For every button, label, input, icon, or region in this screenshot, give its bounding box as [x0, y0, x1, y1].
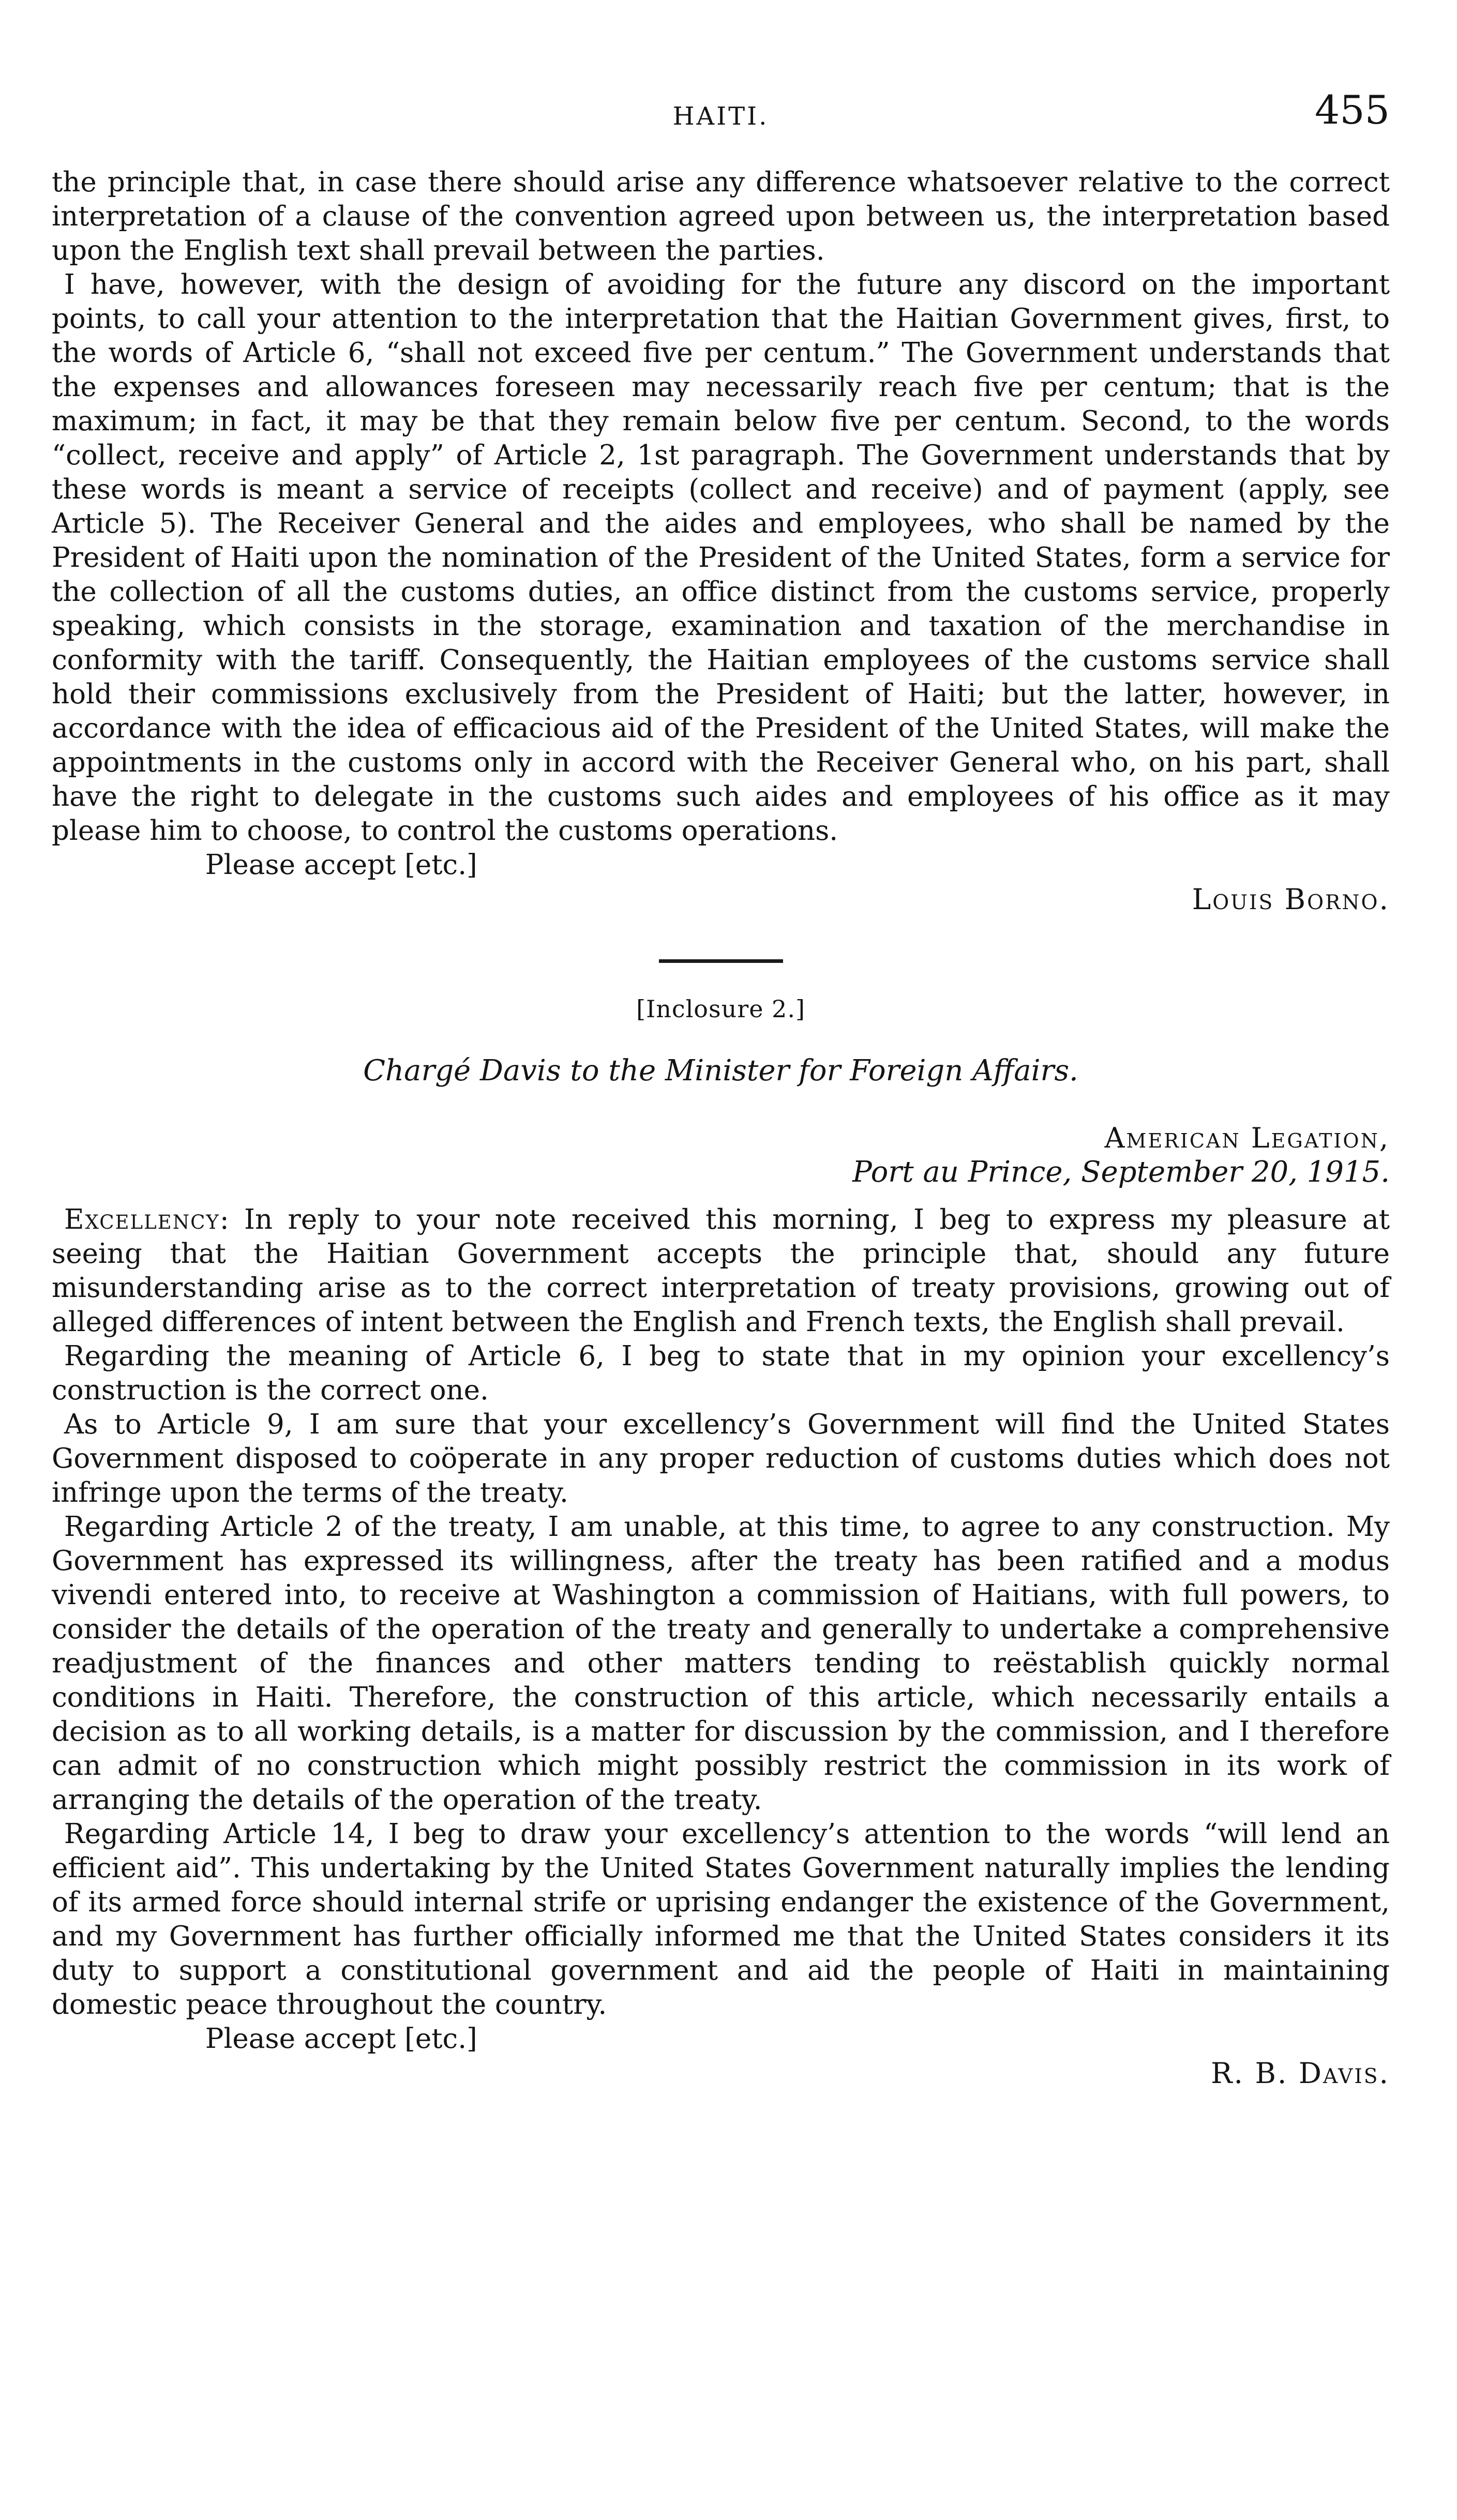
salutation: Excellency: [64, 1204, 220, 1235]
page-number: 455: [1314, 87, 1390, 133]
running-head: HAITI.: [672, 102, 769, 131]
page-header: [52, 87, 1390, 165]
letter2-signature: R. B. Davis.: [1211, 2057, 1390, 2090]
divider-rule: [659, 959, 783, 963]
place-date-block: [52, 1121, 1390, 1189]
letter-borno: [52, 165, 1390, 916]
letter2-paragraph-5: Regarding Article 14, I beg to draw your excellency’s attention to the words “will lend an efficient aid”. This undertaking by the United States Government naturally implies the lending of its armed force should internal strife or uprising endanger the existence of the Government, and my Government has further officially informed me that the United States considers it its duty to support a constitutional government and aid the people of Haiti in maintaining domestic peace throughout the country.: [52, 1818, 1390, 2020]
letter2-closing: Please accept [etc.]: [205, 2023, 477, 2055]
letter1-paragraph-2: I have, however, with the design of avoiding for the future any discord on the important points, to call your attention to the interpretation that the Haitian Government gives, first, to the words of Article 6, “shall not exceed five per centum.” The Government understands that the expenses and allowances foreseen may necessarily reach five per centum; that is the maximum; in fact, it may be that they remain below five per centum. Second, to the words “collect, receive and apply” of Article 2, 1st paragraph. The Government understands that by these words is meant a service of receipts (collect and receive) and of payment (apply, see Article 5). The Receiver General and the aides and employees, who shall be named by the President of Haiti upon the nomination of the President of the United States, form a service for the collection of all the customs duties, an office distinct from the customs service, properly speaking, which consists in the storage, examination and taxation of the merchandise in conformity with the tariff. Consequently, the Haitian employees of the customs service shall hold their commissions exclusively from the President of Haiti; but the latter, however, in accordance with the idea of efficacious aid of the President of the United States, will make the appointments in the customs only in accord with the Receiver General who, on his part, shall have the right to delegate in the customs such aides and employees of his office as it may please him to choose, to control the customs operations.: [52, 269, 1390, 847]
letter2-paragraph-4: Regarding Article 2 of the treaty, I am unable, at this time, to agree to any construction. My Government has expressed its willingness, after the treaty has been ratified and a modus vivendi entered into, to receive at Washington a commission of Haitians, with full powers, to consider the details of the operation of the treaty and generally to undertake a comprehensive readjustment of the finances and other matters tending to reëstablish quickly normal conditions in Haiti. Therefore, the construction of this article, which necessarily entails a decision as to all working details, is a matter for discussion by the commission, and I therefore can admit of no construction which might possibly restrict the commission in its work of arranging the details of the operation of the treaty.: [52, 1511, 1390, 1816]
letter1-paragraph-1: the principle that, in case there should arise any difference whatsoever relative to the correct interpretation of a clause of the convention agreed upon between us, the interpretation based upon the English text shall prevail between the parties.: [52, 167, 1390, 266]
dateline: Port au Prince, September 20, 1915.: [852, 1155, 1390, 1189]
letter2-paragraph-2: Regarding the meaning of Article 6, I beg to state that in my opinion your excellency’s construction is the correct one.: [52, 1340, 1390, 1406]
letter1-signature: Louis Borno.: [1192, 883, 1390, 916]
letter-davis: [52, 1121, 1390, 2090]
section-divider: [52, 937, 1390, 971]
letter2-paragraph-1: [52, 1203, 1390, 1339]
letter1-closing: Please accept [etc.]: [205, 849, 477, 881]
letter2-paragraph-1-text: : In reply to your note received this morning, I beg to express my pleasure at seeing that the Haitian Government accepts the principle that, should any future misunderstanding arise as to the correct interpretation of treaty provisions, growing out of alleged differences of intent between the English and French texts, the English shall prevail.: [52, 1204, 1390, 1338]
inclosure-label: [Inclosure 2.]: [636, 995, 805, 1023]
document-title: Chargé Davis to the Minister for Foreign Affairs.: [363, 1054, 1078, 1088]
letter2-paragraph-3: As to Article 9, I am sure that your excellency’s Government will find the United States Government disposed to coöperate in any proper reduction of customs duties which does not infringe upon the terms of the treaty.: [52, 1409, 1390, 1508]
legation-line: American Legation,: [1104, 1122, 1390, 1154]
